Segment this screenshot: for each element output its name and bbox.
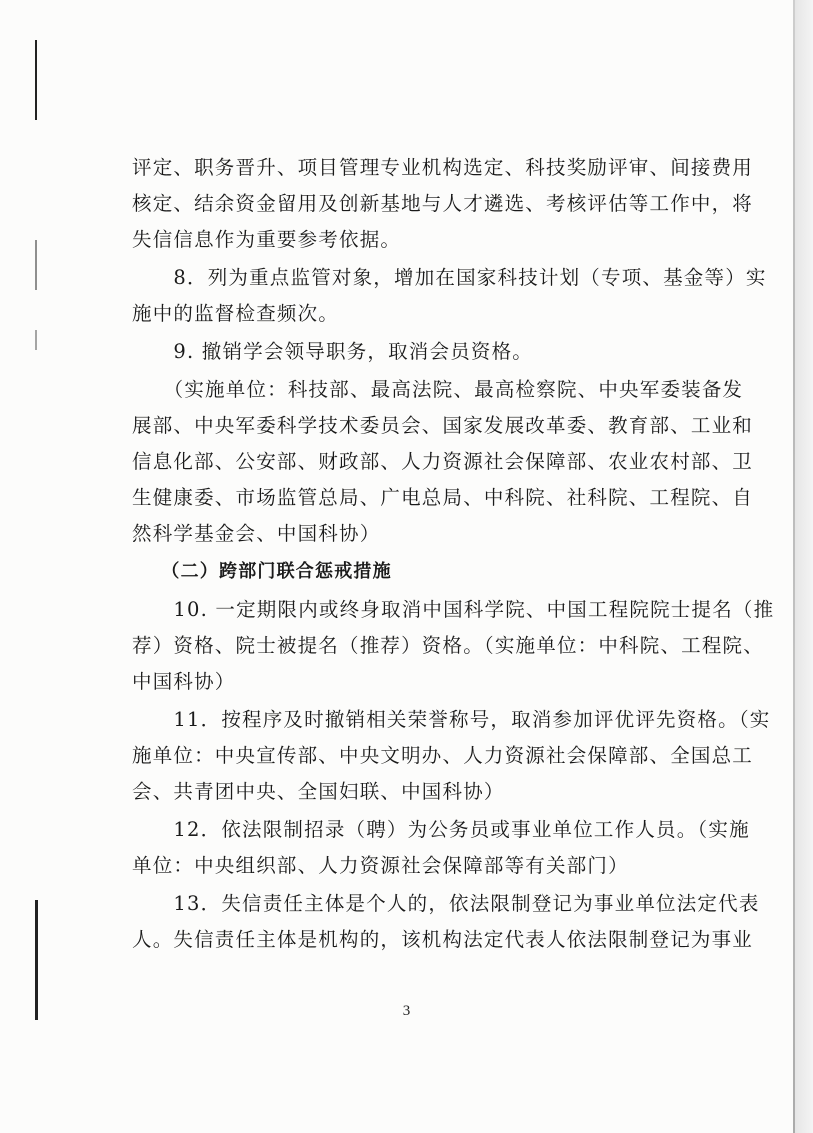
text-line: （二）跨部门联合惩戒措施: [132, 561, 392, 582]
paragraph: [132, 702, 771, 810]
text-line: 单位：中央组织部、人力资源社会保障部等有关部门）: [132, 854, 629, 877]
paragraph: [132, 812, 750, 884]
text-line: 中国科协）: [132, 670, 236, 693]
paragraph: [132, 260, 767, 332]
page-number: 3: [402, 1003, 411, 1019]
text-line: 11．按程序及时撤销相关荣誉称号，取消参加评优评先资格。（实: [132, 708, 771, 731]
text-line: 会、共青团中央、全国妇联、中国科协）: [132, 780, 505, 803]
text-line: 展部、中央军委科学技术委员会、国家发展改革委、教育部、工业和: [132, 414, 754, 437]
text-line: 信息化部、公安部、财政部、人力资源社会保障部、农业农村部、卫: [132, 450, 754, 473]
text-line: 12．依法限制招录（聘）为公务员或事业单位工作人员。（实施: [132, 818, 750, 841]
paragraph: [132, 592, 775, 700]
paragraph: [132, 334, 692, 370]
text-line: 失信信息作为重要参考依据。: [132, 228, 402, 251]
text-line: 9. 撤销学会领导职务，取消会员资格。: [132, 340, 534, 363]
paragraph: [132, 150, 754, 258]
text-line: 人。失信责任主体是机构的，该机构法定代表人依法限制登记为事业: [132, 928, 754, 951]
text-line: 荐）资格、院士被提名（推荐）资格。（实施单位：中科院、工程院、: [132, 634, 764, 657]
text-line: 评定、职务晋升、项目管理专业机构选定、科技奖励评审、间接费用: [132, 156, 754, 179]
document-body: [132, 150, 775, 958]
text-line: 8．列为重点监管对象，增加在国家科技计划（专项、基金等）实: [132, 266, 767, 289]
section-heading: [132, 554, 692, 590]
scan-margin-right: [795, 0, 813, 1133]
text-line: 10. 一定期限内或终身取消中国科学院、中国工程院院士提名（推: [132, 598, 775, 621]
text-line: 然科学基金会、中国科协）: [132, 522, 381, 545]
scan-edge-left: [35, 0, 38, 1133]
text-line: 施中的监督检查频次。: [132, 302, 340, 325]
paragraph: [132, 886, 760, 958]
text-line: 13．失信责任主体是个人的，依法限制登记为事业单位法定代表: [132, 892, 760, 915]
paragraph: [132, 372, 754, 552]
text-line: 核定、结余资金留用及创新基地与人才遴选、考核评估等工作中，将: [132, 192, 754, 215]
text-line: 施单位：中央宣传部、中央文明办、人力资源社会保障部、全国总工: [132, 744, 754, 767]
text-line: （实施单位：科技部、最高法院、最高检察院、中央军委装备发: [132, 378, 744, 401]
text-line: 生健康委、市场监管总局、广电总局、中科院、社科院、工程院、自: [132, 486, 754, 509]
